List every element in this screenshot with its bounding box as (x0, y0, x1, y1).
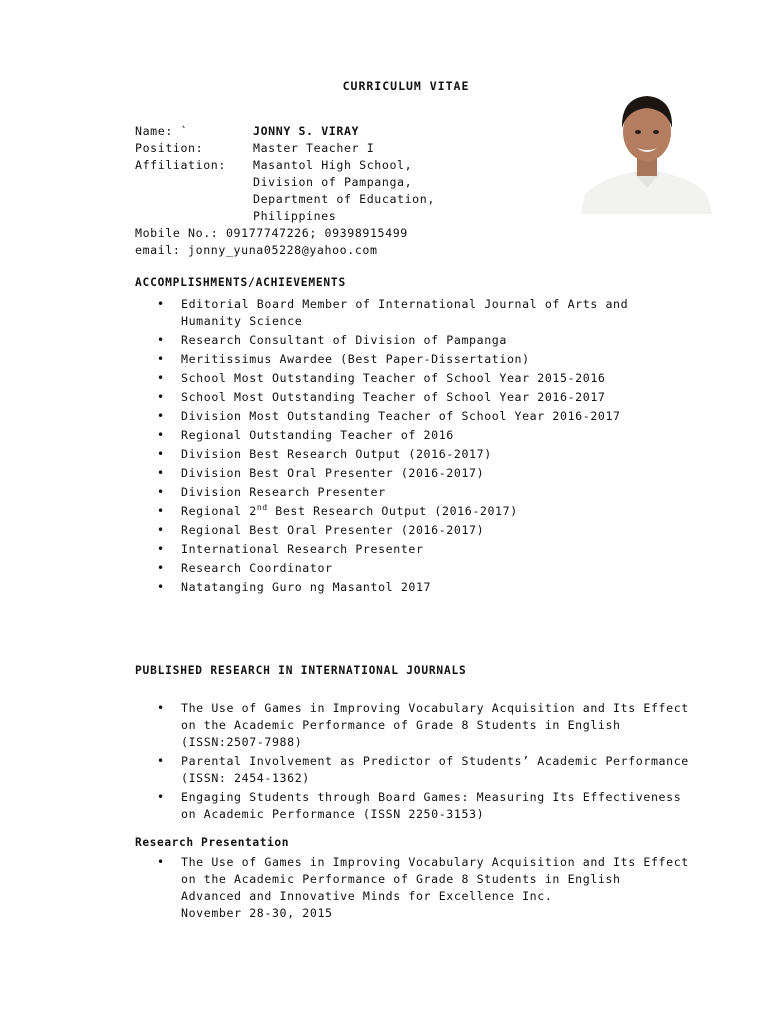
list-item: • International Research Presenter (135, 541, 695, 558)
accomplishments-heading: ACCOMPLISHMENTS/ACHIEVEMENTS (135, 276, 346, 289)
list-item: • Division Best Oral Presenter (2016-2017) (135, 465, 695, 482)
list-item: • School Most Outstanding Teacher of School Year 2015-2016 (135, 370, 695, 387)
affiliation-line: Masantol High School, (253, 158, 413, 172)
mobile-row: Mobile No.: 09177747226; 09398915499 (135, 226, 408, 240)
position-value: Master Teacher I (253, 141, 375, 155)
list-item: • Editorial Board Member of International Journal of Arts and Humanity Science (135, 296, 695, 330)
list-item: • Research Coordinator (135, 560, 695, 577)
list-item: • Natatanging Guro ng Masantol 2017 (135, 579, 695, 596)
email-row: email: jonny_yuna05228@yahoo.com (135, 243, 378, 257)
list-item: • Meritissimus Awardee (Best Paper-Dissertation) (135, 351, 695, 368)
list-item: • Regional 2nd Best Research Output (2016-2017) (135, 503, 695, 520)
position-row (135, 140, 435, 157)
list-item: • Regional Outstanding Teacher of 2016 (135, 427, 695, 444)
list-item: • School Most Outstanding Teacher of School Year 2016-2017 (135, 389, 695, 406)
list-item: • Parental Involvement as Predictor of Students’ Academic Performance (ISSN: 2454-1362) (135, 753, 695, 787)
presentation-list (135, 854, 695, 922)
presentation-date: November 28-30, 2015 (181, 906, 333, 920)
list-item (135, 854, 695, 922)
affiliation-row (135, 157, 435, 225)
affiliation-line: Division of Pampanga, (253, 175, 413, 189)
document-title: CURRICULUM VITAE (342, 79, 470, 93)
name-value: JONNY S. VIRAY (253, 124, 360, 138)
presentation-org: Advanced and Innovative Minds for Excellence Inc. (181, 889, 553, 903)
list-item: • Regional Best Oral Presenter (2016-2017) (135, 522, 695, 539)
list-item: • Engaging Students through Board Games: Measuring Its Effectiveness on Academic Performance (ISSN 2250-3153) (135, 789, 695, 823)
affiliation-label: Affiliation: (135, 158, 226, 172)
affiliation-value (253, 157, 435, 225)
affiliation-line: Department of Education, (253, 192, 435, 206)
personal-info (135, 123, 435, 259)
list-item: • Division Research Presenter (135, 484, 695, 501)
list-item: • Division Most Outstanding Teacher of School Year 2016-2017 (135, 408, 695, 425)
name-label: Name: ` (135, 124, 189, 138)
list-item: • Research Consultant of Division of Pampanga (135, 332, 695, 349)
affiliation-line: Philippines (253, 209, 337, 223)
presentation-title: • The Use of Games in Improving Vocabulary Acquisition and Its Effect on the Academic Performance of Grade 8 Students in English (181, 855, 689, 886)
list-item: • Division Best Research Output (2016-2017) (135, 446, 695, 463)
profile-photo (581, 88, 712, 214)
presentation-heading: Research Presentation (135, 836, 290, 849)
position-label: Position: (135, 141, 204, 155)
published-heading: PUBLISHED RESEARCH IN INTERNATIONAL JOURNALS (135, 664, 467, 677)
accomplishments-list (135, 296, 695, 598)
list-item: • The Use of Games in Improving Vocabulary Acquisition and Its Effect on the Academic Performance of Grade 8 Students in English (ISSN:2507-7988) (135, 700, 695, 751)
name-row (135, 123, 435, 140)
published-list (135, 700, 695, 825)
